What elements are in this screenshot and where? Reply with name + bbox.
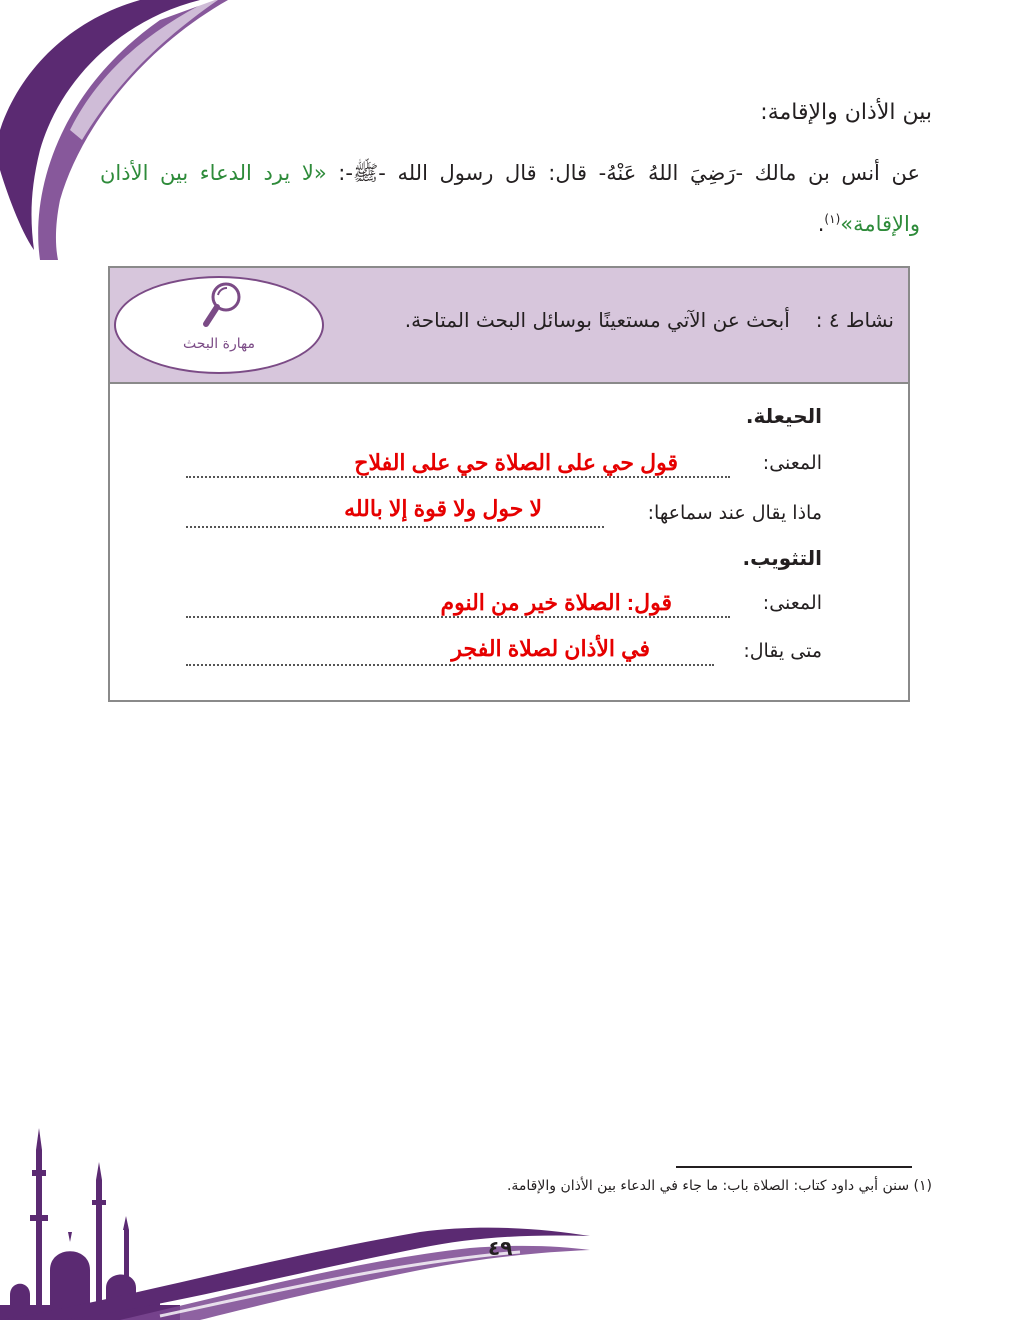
activity-instruction: أبحث عن الآتي مستعينًا بوسائل البحث المتاحة. bbox=[404, 308, 790, 332]
term-title: الحيعلة. bbox=[745, 404, 822, 428]
activity-box bbox=[108, 266, 910, 702]
answer-text[interactable]: قول حي على الصلاة حي على الفلاح bbox=[354, 450, 678, 475]
activity-header bbox=[110, 268, 908, 384]
hadith-paragraph bbox=[100, 150, 920, 247]
section-heading: بين الأذان والإقامة: bbox=[760, 100, 932, 125]
footnote-divider bbox=[676, 1166, 912, 1168]
row-label: المعنى: bbox=[762, 592, 822, 614]
footnote: (١) سنن أبي داود كتاب: الصلاة باب: ما جاء في الدعاء بين الأذان والإقامة. bbox=[506, 1178, 932, 1194]
answer-line bbox=[186, 664, 714, 666]
activity-label: نشاط ٤ : bbox=[815, 308, 894, 332]
activity-title bbox=[405, 308, 894, 332]
hadith-intro: عن أنس بن مالك -رَضِيَ اللهُ عَنْهُ- قال: قال رسول الله -ﷺ-: bbox=[326, 161, 920, 185]
row-label: متى يقال: bbox=[743, 640, 822, 662]
answer-text[interactable]: في الأذان لصلاة الفجر bbox=[451, 636, 650, 661]
research-skill-badge bbox=[114, 276, 324, 374]
row-label: ماذا يقال عند سماعها: bbox=[647, 502, 822, 524]
answer-text[interactable]: قول: الصلاة خير من النوم bbox=[440, 590, 672, 615]
hadith-end: . bbox=[817, 212, 825, 236]
row-label: المعنى: bbox=[762, 452, 822, 474]
term-title: التثويب. bbox=[742, 546, 822, 570]
answer-text[interactable]: لا حول ولا قوة إلا بالله bbox=[344, 496, 542, 521]
answer-line bbox=[186, 526, 604, 528]
footnote-ref[interactable]: (١) bbox=[824, 212, 841, 226]
mosque-silhouette-decoration bbox=[0, 1120, 600, 1320]
hadith-quote: «لا يرد الدعاء بين الأذان والإقامة» bbox=[100, 161, 920, 236]
magnifier-icon bbox=[200, 280, 244, 330]
answer-line bbox=[186, 476, 730, 478]
answer-line bbox=[186, 616, 730, 618]
skill-label: مهارة البحث bbox=[183, 336, 255, 352]
page-number: ٤٩ bbox=[488, 1236, 513, 1260]
